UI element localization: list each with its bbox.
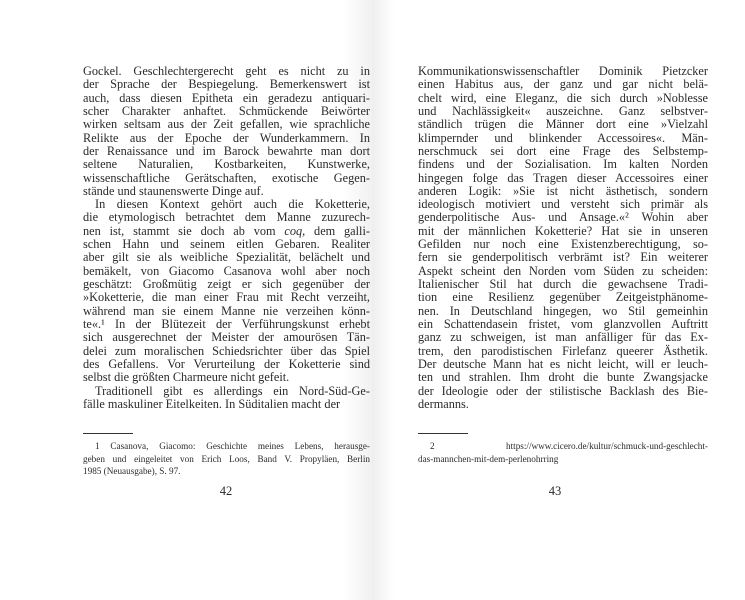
text-line: 1 Casanova, Giacomo: Geschichte meines Lebens, herausge- [95,441,370,451]
text-line: 2 https://www.cicero.de/kultur/schmuck-und-geschlecht- [430,441,708,451]
text-line: wissenschaftliche Gerätschaften, exotische Gegen- [83,170,370,185]
text-line: einen Habitus aus, der ganz und gar nicht belä- [418,77,708,92]
text-line: aber gilt sie als weibliche Spezialität, belächelt und [83,250,370,265]
body-text [418,65,708,411]
page-number: 42 [219,484,233,498]
text-line: ständlich trügen die Männer dort eine »Vielzahl [418,117,708,132]
text-line: schen Hahn und seinem eitlen Gebaren. Realiter [83,237,370,252]
text-line: Kommunikationswissenschaftler Dominik Pietzcker [418,64,708,78]
text-line: delei zum moralischen Schiedsrichter über das Spiel [83,343,370,358]
text-line: sich ausgerechnet der Meister der amourösen Tän- [83,330,370,345]
text-line: selbst die größten Charmeure nicht gefeit. [83,370,290,385]
text-line: klimpernder und blinkender Accessoires«. Män- [418,130,708,145]
left-page [0,0,372,600]
text-line: dermanns. [418,396,469,411]
text-line: seltene Naturalien, Kostbarkeiten, Kunstwerke, [83,157,370,172]
text-line: trem, den parodistischen Firlefanz queerer Ästhetik. [418,343,708,358]
text-line: des Gefallens. Vor Verurteilung der Koketterie sind [83,356,370,371]
text-line: mit der männlichen Koketterie? Hat sie in unseren [418,223,708,238]
text-line: fälle maskuliner Eitelkeiten. In Süditalien macht der [83,396,341,411]
text-line: nen ist, stammt sie doch ab vom coq, dem galli- [83,223,370,238]
text-line: der Sprache der Bespiegelung. Bemerkenswert ist [83,77,370,92]
footnote [418,440,708,465]
text-line: tion eine Resilienz gegenüber Zeitgeistphänome- [418,290,708,305]
text-line: Aspekt scheint den Norden vom Süden zu scheiden: [418,263,708,278]
text-line: der Ideologie oder der stilistische Backlash des Bie- [418,383,708,398]
text-line: ten und strahlen. Ihm droht die bunte Zwangsjacke [418,370,708,385]
text-line: anderen Logik: »Sie ist nicht ästhetisch, sondern [418,183,708,198]
text-line: ganz zu schweigen, ist man anfälliger für das Ex- [418,330,708,345]
text-line: genderpolitische Aus- und Ansage.«² Wohin aber [418,210,708,225]
text-line: geschätzt: Großmütig zeigt er sich gegenüber der [83,277,370,291]
text-line: fern sie genderpolitisch verbrämt ist? Ein weiterer [418,250,708,265]
text-line: geben und eingeleitet von Erich Loos, Band V. Propyläen, Berlin [83,453,370,464]
text-line: nerschmuck sei dort eine Frage des Selbstemp- [418,143,708,158]
text-line: chelt wird, eine Eleganz, die sich durch »Noblesse [418,90,708,105]
text-line: die etymologisch betrachtet dem Manne zuzurech- [83,210,370,225]
text-line: nen. In Deutschland hingegen, wo Stil gemeinhin [418,303,708,318]
text-line: 1985 (Neuausgabe), S. 97. [83,466,181,477]
text-line: findens und der Sozialisation. Im kalten Norden [418,157,708,172]
text-line: das-mannchen-mit-dem-perlenohrring [418,453,559,464]
text-line: ideologisch motiviert und versteht sich primär als [418,197,708,212]
text-line: te«.¹ In der Blütezeit der Verführungskunst erhebt [83,316,370,331]
body-text [83,65,370,411]
right-page [372,0,745,600]
page-number: 43 [548,484,562,498]
footnote [83,440,370,478]
text-line: bemäkelt, von Giacomo Casanova wohl aber noch [83,263,370,278]
text-line: hingegen folge das Tragen dieser Accessoires einer [418,170,708,185]
footnote-divider [83,433,133,434]
text-line: Relikte aus der Epoche der Wunderkammern. In [83,130,370,145]
text-line: Gockel. Geschlechtergerecht geht es nicht zu in [83,64,370,78]
text-line: scher Charakter anhaftet. Schmückende Beiwörter [83,103,370,118]
text-line: Gefilden nur noch eine Existenzberechtigung, so- [418,237,708,252]
text-line: ein Schattendasein fristet, vom glanzvollen Auftritt [418,316,708,331]
text-line: Der deutsche Mann hat es nicht leicht, will er leuch- [418,356,708,371]
text-line: Italienischer Stil hat durch die gewachsene Tradi- [418,277,708,291]
text-line: wirken seltsam aus der Zeit gefallen, wie sprachliche [83,117,370,132]
text-line: stände und staunenswerte Dinge auf. [83,183,264,198]
text-line: der Renaissance und im Barock bewahrte man dort [83,143,370,158]
text-line: und Nachlässigkeit« auszeichne. Ganz selbstver- [418,103,708,118]
text-line: während man sie einem Manne nie verzeihen könn- [83,303,370,318]
footnote-divider [418,433,468,434]
text-line: auch, dass diesen Epitheta ein geradezu antiquari- [83,90,370,105]
text-line: In diesen Kontext gehört auch die Koketterie, [95,197,370,212]
text-line: Traditionell gibt es allerdings ein Nord-Süd-Ge- [95,383,370,398]
text-line: »Koketterie, die man einer Frau mit Recht verzeiht, [83,290,370,305]
